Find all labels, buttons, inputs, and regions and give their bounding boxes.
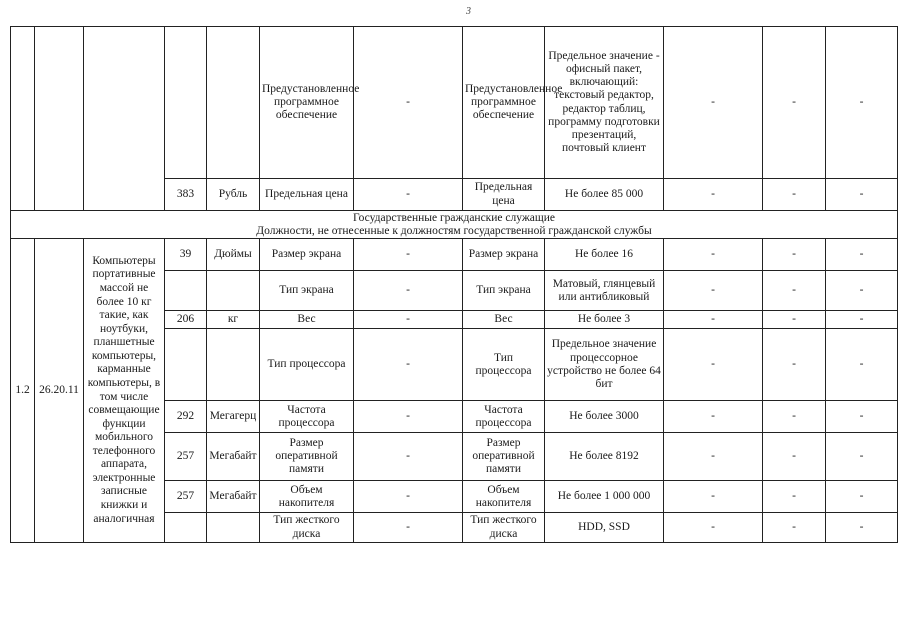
- value-2-cell: Не более 1 000 000: [545, 481, 664, 513]
- okei-code-cell: 383: [165, 179, 207, 211]
- value-2-cell: Не более 3: [545, 311, 664, 329]
- empty-num-cell: [11, 27, 35, 211]
- value-cell: -: [354, 271, 463, 311]
- extra-3-cell: -: [826, 311, 898, 329]
- extra-3-cell: -: [826, 433, 898, 481]
- characteristic-2-cell: Тип экрана: [463, 271, 545, 311]
- characteristic-2-cell: Тип процессора: [463, 329, 545, 401]
- characteristic-cell: Предустановленное программное обеспечение: [260, 27, 354, 179]
- value-2-cell: Предельное значение процессорное устройство не более 64 бит: [545, 329, 664, 401]
- extra-1-cell: -: [664, 513, 763, 542]
- extra-2-cell: -: [763, 179, 826, 211]
- extra-1-cell: -: [664, 401, 763, 433]
- table-row: [11, 239, 898, 271]
- okei-code-cell: 39: [165, 239, 207, 271]
- extra-3-cell: -: [826, 271, 898, 311]
- extra-3-cell: -: [826, 179, 898, 211]
- section-title: Государственные гражданские служащие: [352, 212, 556, 224]
- extra-3-cell: -: [826, 481, 898, 513]
- unit-cell: [207, 513, 260, 542]
- value-cell: -: [354, 481, 463, 513]
- unit-cell: [207, 27, 260, 179]
- section-row: [11, 211, 898, 239]
- extra-1-cell: -: [664, 329, 763, 401]
- extra-2-cell: -: [763, 401, 826, 433]
- okei-code-cell: 257: [165, 433, 207, 481]
- characteristic-cell: Размер экрана: [260, 239, 354, 271]
- value-cell: -: [354, 329, 463, 401]
- extra-1-cell: -: [664, 179, 763, 211]
- extra-1-cell: -: [664, 481, 763, 513]
- okei-code-cell: [165, 329, 207, 401]
- section-subtitle: Должности, не отнесенные к должностям государственной гражданской службы: [256, 224, 652, 237]
- extra-2-cell: -: [763, 481, 826, 513]
- value-cell: -: [354, 179, 463, 211]
- extra-3-cell: -: [826, 239, 898, 271]
- empty-name-cell: [84, 27, 165, 211]
- characteristic-2-cell: Объем накопителя: [463, 481, 545, 513]
- characteristic-cell: Размер оперативной памяти: [260, 433, 354, 481]
- item-name: Компьютеры портативные массой не более 10 кг такие, как ноутбуки, планшетные компьютеры, карманные компьютеры, в том числе совмещающие функции мобильного телефонного аппарата, электронные записные книжки и аналогичная: [84, 239, 165, 542]
- unit-cell: Мегагерц: [207, 401, 260, 433]
- value-cell: -: [354, 239, 463, 271]
- characteristic-cell: Тип жесткого диска: [260, 513, 354, 542]
- section-heading: [11, 211, 898, 239]
- characteristic-2-cell: Размер оперативной памяти: [463, 433, 545, 481]
- characteristic-cell: Тип экрана: [260, 271, 354, 311]
- characteristic-2-cell: Тип жесткого диска: [463, 513, 545, 542]
- extra-3-cell: -: [826, 401, 898, 433]
- extra-3-cell: -: [826, 513, 898, 542]
- value-2-cell: Матовый, глянцевый или антибликовый: [545, 271, 664, 311]
- empty-okpd-cell: [35, 27, 84, 211]
- value-cell: -: [354, 401, 463, 433]
- unit-cell: Рубль: [207, 179, 260, 211]
- value-2-cell: Не более 3000: [545, 401, 664, 433]
- value-cell: -: [354, 311, 463, 329]
- extra-2-cell: -: [763, 311, 826, 329]
- value-2-cell: Не более 16: [545, 239, 664, 271]
- extra-2-cell: -: [763, 329, 826, 401]
- extra-3-cell: -: [826, 27, 898, 179]
- okpd-code: 26.20.11: [35, 239, 84, 542]
- unit-cell: Мегабайт: [207, 433, 260, 481]
- extra-2-cell: -: [763, 513, 826, 542]
- extra-2-cell: -: [763, 27, 826, 179]
- characteristic-cell: Частота процессора: [260, 401, 354, 433]
- requirements-table: [10, 26, 898, 543]
- value-2-cell: Не более 85 000: [545, 179, 664, 211]
- item-number: 1.2: [11, 239, 35, 542]
- extra-1-cell: -: [664, 311, 763, 329]
- characteristic-cell: Тип процессора: [260, 329, 354, 401]
- characteristic-2-cell: Предельная цена: [463, 179, 545, 211]
- value-cell: -: [354, 513, 463, 542]
- characteristic-cell: Вес: [260, 311, 354, 329]
- extra-3-cell: -: [826, 329, 898, 401]
- characteristic-2-cell: Предустановленное программное обеспечение: [463, 27, 545, 179]
- characteristic-2-cell: Размер экрана: [463, 239, 545, 271]
- extra-1-cell: -: [664, 239, 763, 271]
- characteristic-2-cell: Частота процессора: [463, 401, 545, 433]
- table-row: [11, 27, 898, 179]
- unit-cell: Дюймы: [207, 239, 260, 271]
- characteristic-cell: Предельная цена: [260, 179, 354, 211]
- okei-code-cell: 292: [165, 401, 207, 433]
- value-2-cell: HDD, SSD: [545, 513, 664, 542]
- page-number: 3: [466, 6, 471, 17]
- extra-1-cell: -: [664, 271, 763, 311]
- characteristic-2-cell: Вес: [463, 311, 545, 329]
- unit-cell: [207, 329, 260, 401]
- extra-2-cell: -: [763, 271, 826, 311]
- unit-cell: Мегабайт: [207, 481, 260, 513]
- extra-2-cell: -: [763, 239, 826, 271]
- value-cell: -: [354, 433, 463, 481]
- value-2-cell: Предельное значение - офисный пакет, включающий: текстовый редактор, редактор таблиц, программу подготовки презентаций, почтовый клиент: [545, 27, 664, 179]
- extra-1-cell: -: [664, 433, 763, 481]
- okei-code-cell: [165, 271, 207, 311]
- okei-code-cell: 206: [165, 311, 207, 329]
- okei-code-cell: [165, 513, 207, 542]
- extra-1-cell: -: [664, 27, 763, 179]
- value-cell: -: [354, 27, 463, 179]
- okei-code-cell: 257: [165, 481, 207, 513]
- okei-code-cell: [165, 27, 207, 179]
- value-2-cell: Не более 8192: [545, 433, 664, 481]
- unit-cell: [207, 271, 260, 311]
- extra-2-cell: -: [763, 433, 826, 481]
- unit-cell: кг: [207, 311, 260, 329]
- characteristic-cell: Объем накопителя: [260, 481, 354, 513]
